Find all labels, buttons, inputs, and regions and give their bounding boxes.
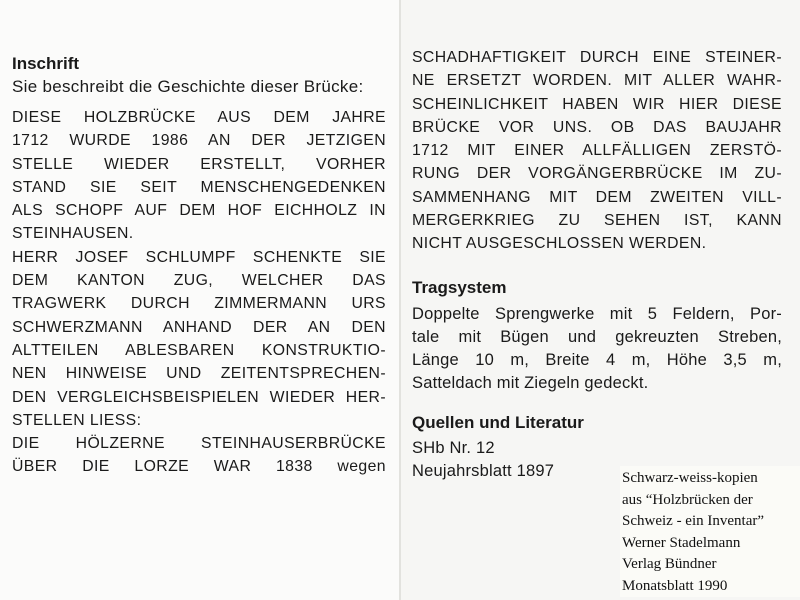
quellen-heading: Quellen und Literatur	[412, 412, 584, 432]
inscription-line: STAND SIE SEIT MENSCHENGEDENKEN	[12, 178, 386, 196]
tragsystem-line: Satteldach mit Ziegeln gedeckt.	[412, 373, 649, 392]
continuation-line: MERGERKRIEG ZU SEHEN IST, KANN	[412, 212, 782, 230]
inscription-line: STELLEN LIESS:	[12, 411, 142, 429]
continuation-line: SAMMENHANG MIT DEM ZWEITEN VILL-	[412, 188, 782, 206]
inscription-line: DIESE HOLZBRÜCKE AUS DEM JAHRE	[12, 109, 386, 126]
caption-line: Schwarz-weiss-kopien	[622, 470, 758, 486]
continuation-line: SCHEINLICHKEIT HABEN WIR HIER DIESE	[412, 95, 782, 113]
inscription-line: STELLE WIEDER ERSTELLT, VORHER	[12, 155, 386, 173]
quellen-line: Neujahrsblatt 1897	[412, 461, 555, 480]
inscription-line: ALTTEILEN ABLESBAREN KONSTRUKTIO-	[12, 341, 386, 359]
inscription-text	[12, 106, 386, 479]
inscription-line: DIE HÖLZERNE STEINHAUSERBRÜCKE	[12, 435, 386, 453]
inscription-line: TRAGWERK DURCH ZIMMERMANN URS	[12, 295, 386, 313]
inscription-line: DEM KANTON ZUG, WELCHER DAS	[12, 272, 386, 290]
inscription-line: STEINHAUSEN.	[12, 225, 134, 243]
left-column	[12, 54, 386, 479]
inschrift-heading: Inschrift	[12, 54, 80, 73]
continuation-line: NICHT AUSGESCHLOSSEN WERDEN.	[412, 235, 707, 253]
inscription-line: DEN VERGLEICHSBEISPIELEN WIEDER HER-	[12, 388, 386, 406]
continuation-line: 1712 MIT EINER ALLFÄLLIGEN ZERSTÖ-	[412, 142, 782, 160]
caption-line: Schweiz - ein Inventar”	[622, 513, 765, 529]
inscription-line: 1712 WURDE 1986 AN DER JETZIGEN	[12, 132, 386, 150]
continuation-line: BRÜCKE VOR UNS. OB DAS BAUJAHR	[412, 118, 782, 136]
tragsystem-line: tale mit Bügen und gekreuzten Streben,	[412, 327, 782, 346]
caption-line: Verlag Bündner	[622, 556, 717, 572]
continuation-line: SCHADHAFTIGKEIT DURCH EINE STEINER-	[412, 49, 782, 66]
page-divider	[399, 0, 401, 600]
continuation-line: NE ERSETZT WORDEN. MIT ALLER WAHR-	[412, 72, 782, 90]
source-caption	[620, 466, 800, 597]
tragsystem-heading: Tragsystem	[412, 277, 507, 297]
tragsystem-text	[412, 303, 782, 395]
continuation-line: RUNG DER VORGÄNGERBRÜCKE IM ZU-	[412, 165, 782, 183]
caption-line: aus “Holzbrücken der	[622, 491, 753, 508]
inscription-line: ALS SCHOPF AUF DEM HOF EICHHOLZ IN	[12, 202, 386, 220]
caption-line: Werner Stadelmann	[622, 534, 741, 551]
inscription-line: ÜBER DIE LORZE WAR 1838 wegen	[12, 458, 386, 476]
tragsystem-line: Länge 10 m, Breite 4 m, Höhe 3,5 m,	[412, 350, 782, 369]
inscription-line: HERR JOSEF SCHLUMPF SCHENKTE SIE	[12, 248, 386, 266]
inscription-line: NEN HINWEISE UND ZEITENTSPRECHEN-	[12, 365, 386, 383]
inscription-line: SCHWERZMANN ANHAND DER AN DEN	[12, 318, 386, 336]
quellen-line: SHb Nr. 12	[412, 438, 495, 457]
inschrift-subtitle: Sie beschreibt die Geschichte dieser Brücke:	[12, 77, 364, 96]
tragsystem-line: Doppelte Sprengwerke mit 5 Feldern, Por-	[412, 304, 782, 323]
caption-line: Monatsblatt 1990	[622, 577, 728, 594]
right-column	[412, 46, 782, 483]
inscription-continuation	[412, 46, 782, 256]
